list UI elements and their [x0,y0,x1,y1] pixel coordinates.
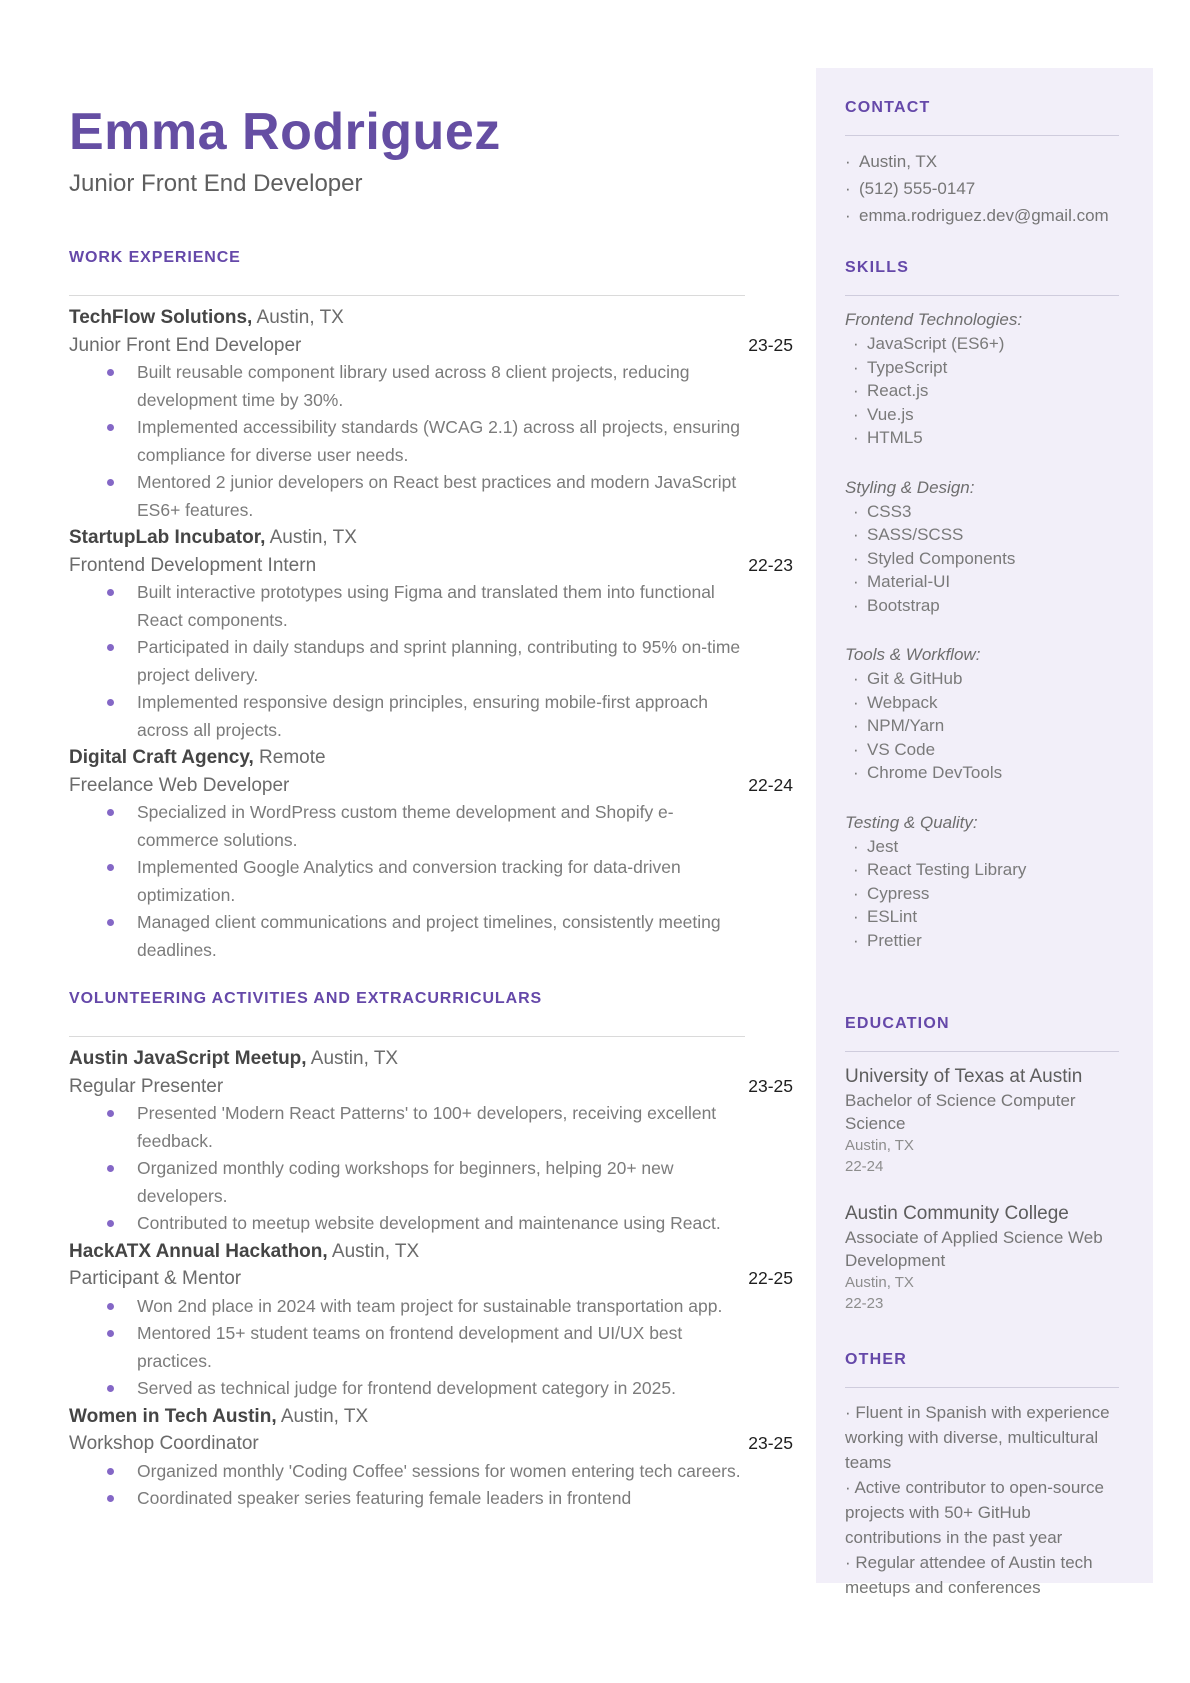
company-location: Austin, TX [252,307,344,328]
company-name: TechFlow Solutions, [69,307,253,328]
company-line [69,524,793,552]
role-line [69,552,793,580]
company-line [69,1045,793,1073]
bullet-item: Organized monthly 'Coding Coffee' sessions for women entering tech careers. [137,1458,741,1486]
skill-group-styling [845,476,1119,618]
bullet-item: Managed client communications and project timelines, consistently meeting deadlines. [137,909,741,964]
bullet-item: Organized monthly coding workshops for beginners, helping 20+ new developers. [137,1155,741,1210]
company-line [69,1238,793,1266]
person-job-title: Junior Front End Developer [69,170,363,197]
school-location: Austin, TX [845,1137,914,1154]
bullet-item: Implemented responsive design principles, ensuring mobile-first approach across all projects. [137,689,741,744]
work-entry-digitalcraft [69,744,793,964]
bullet-list [69,1293,793,1403]
bullet-item: Mentored 15+ student teams on frontend development and UI/UX best practices. [137,1320,741,1375]
skill-item: · VS Code [845,738,1119,762]
organization-name: Austin JavaScript Meetup, [69,1048,307,1069]
school-dates: 22-24 [845,1158,884,1175]
skill-item: · Prettier [845,929,1119,953]
skill-item: · Cypress [845,882,1119,906]
sidebar-panel [816,68,1153,1597]
skill-item: · HTML5 [845,426,1119,450]
skill-item: · Styled Components [845,547,1119,571]
contact-location: · Austin, TX [845,148,1119,175]
skill-item: · TypeScript [845,356,1119,380]
work-entry-startuplab [69,524,793,744]
sidebar-divider [845,295,1119,296]
skill-item: · Chrome DevTools [845,761,1119,785]
skill-group-label: Frontend Technologies: [845,310,1023,329]
section-volunteering [69,988,793,1513]
bullet-item: Coordinated speaker series featuring female leaders in frontend [137,1485,741,1513]
other-item: · Active contributor to open-source projects with 50+ GitHub contributions in the past year [845,1475,1119,1550]
section-divider [69,295,745,296]
volunteer-entry-hackatx [69,1238,793,1403]
school-degree: Bachelor of Science Computer Science [845,1091,1076,1133]
role-line [69,1073,793,1101]
role-line [69,1430,793,1458]
bullet-item: Mentored 2 junior developers on React best practices and modern JavaScript ES6+ features. [137,469,741,524]
bullet-item: Won 2nd place in 2024 with team project for sustainable transportation app. [137,1293,741,1321]
organization-name: Women in Tech Austin, [69,1405,277,1427]
organization-location: Austin, TX [327,1240,420,1262]
skill-item: · Bootstrap [845,594,1119,618]
bullet-item: Implemented accessibility standards (WCAG 2.1) across all projects, ensuring compliance for diverse user needs. [137,414,741,469]
date-range: 22-24 [748,774,793,795]
school-dates: 22-23 [845,1295,884,1312]
sidebar-divider [845,1387,1119,1388]
other-list [845,1400,1119,1600]
school-name: Austin Community College [845,1203,1069,1224]
bullet-list [69,799,793,964]
skill-group-label: Testing & Quality: [845,812,978,832]
organization-name: HackATX Annual Hackathon, [69,1240,328,1262]
school-ut-austin [845,1064,1119,1177]
section-work-experience [69,247,793,964]
role-title: Participant & Mentor [69,1268,242,1289]
contact-phone: · (512) 555-0147 [845,175,1119,202]
date-range: 22-25 [748,1268,793,1288]
school-location: Austin, TX [845,1274,914,1291]
work-entries [69,304,793,964]
sidebar-divider [845,135,1119,136]
skill-item: · JavaScript (ES6+) [845,332,1119,356]
other-heading: OTHER [845,1351,907,1368]
role-title: Workshop Coordinator [69,1433,259,1454]
skill-item: · SASS/SCSS [845,523,1119,547]
education-heading: EDUCATION [845,1015,950,1032]
company-location: Remote [253,747,326,768]
skill-group-label: Tools & Workflow: [845,645,981,664]
bullet-list [69,1458,793,1513]
role-line [69,332,793,360]
company-name: Digital Craft Agency, [69,747,254,768]
role-line [69,772,793,800]
skill-list [845,835,1119,953]
skill-group-label: Styling & Design: [845,477,975,497]
skill-list [845,332,1119,450]
date-range: 23-25 [748,334,793,355]
role-line [69,1265,793,1293]
date-range: 23-25 [748,1433,793,1453]
skill-item: · Jest [845,835,1119,859]
volunteer-entry-jsmeetup [69,1045,793,1238]
skill-list [845,500,1119,618]
company-line [69,304,793,332]
date-range: 22-23 [748,554,793,575]
company-location: Austin, TX [265,527,357,548]
organization-location: Austin, TX [306,1048,399,1069]
main-column [69,104,793,1513]
bullet-item: Participated in daily standups and sprint planning, contributing to 95% on-time project delivery. [137,634,741,689]
skill-group-tools [845,643,1119,785]
date-range: 23-25 [748,1075,793,1096]
bullet-list [69,359,793,524]
bullet-item: Built interactive prototypes using Figma and translated them into functional React components. [137,579,741,634]
skill-item: · Vue.js [845,403,1119,427]
skill-item: · React Testing Library [845,858,1119,882]
school-degree: Associate of Applied Science Web Development [845,1228,1103,1270]
role-title: Freelance Web Developer [69,774,290,796]
bullet-item: Specialized in WordPress custom theme development and Shopify e-commerce solutions. [137,799,741,854]
skill-item: · Webpack [845,691,1119,715]
bullet-item: Presented 'Modern React Patterns' to 100+ developers, receiving excellent feedback. [137,1100,741,1155]
bullet-item: Implemented Google Analytics and conversion tracking for data-driven optimization. [137,854,741,909]
skills-heading: SKILLS [845,259,910,276]
work-experience-heading: WORK EXPERIENCE [69,249,241,266]
bullet-item: Built reusable component library used across 8 client projects, reducing development time by 30%. [137,359,741,414]
bullet-list [69,579,793,744]
bullet-item: Served as technical judge for frontend development category in 2025. [137,1375,741,1403]
skill-item: · Git & GitHub [845,667,1119,691]
company-line [69,744,793,772]
contact-heading: CONTACT [845,99,931,116]
company-name: StartupLab Incubator, [69,527,266,548]
company-line [69,1403,793,1431]
work-entry-techflow [69,304,793,524]
other-item: · Regular attendee of Austin tech meetups and conferences [845,1550,1119,1600]
volunteering-entries [69,1045,793,1513]
bullet-list [69,1100,793,1238]
skill-item: · NPM/Yarn [845,714,1119,738]
skill-item: · ESLint [845,905,1119,929]
role-title: Junior Front End Developer [69,334,302,356]
organization-location: Austin, TX [276,1405,369,1427]
role-title: Regular Presenter [69,1075,224,1097]
school-name: University of Texas at Austin [845,1066,1083,1087]
section-divider [69,1036,745,1037]
role-title: Frontend Development Intern [69,554,317,576]
skill-group-testing [845,811,1119,953]
skill-item: · React.js [845,379,1119,403]
skill-item: · CSS3 [845,500,1119,524]
bullet-item: Contributed to meetup website development and maintenance using React. [137,1210,741,1238]
school-austin-cc [845,1201,1119,1314]
contact-list [845,148,1119,229]
person-name: Emma Rodriguez [69,103,501,161]
volunteer-entry-womenintech [69,1403,793,1513]
skill-list [845,667,1119,785]
volunteering-heading: VOLUNTEERING ACTIVITIES AND EXTRACURRICULARS [69,990,543,1007]
skill-group-frontend [845,308,1119,450]
skill-item: · Material-UI [845,570,1119,594]
contact-email: · emma.rodriguez.dev@gmail.com [845,202,1119,229]
sidebar-divider [845,1051,1119,1052]
other-item: · Fluent in Spanish with experience working with diverse, multicultural teams [845,1400,1119,1475]
